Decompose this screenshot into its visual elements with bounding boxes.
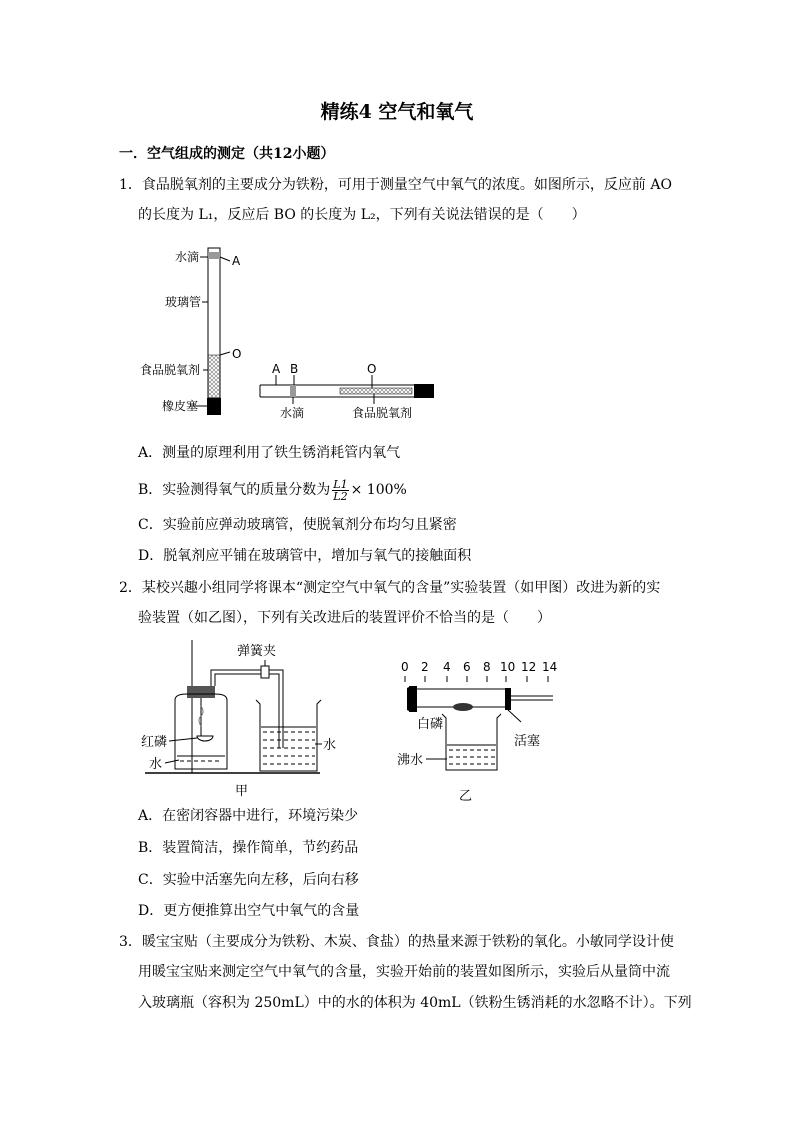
label-A-vertical: A — [232, 254, 241, 268]
label-water-beaker: 水 — [323, 738, 337, 753]
label-water-drop: 水滴 — [175, 250, 200, 264]
q1-figure — [140, 240, 460, 420]
label-deoxidizer-horizontal: 食品脱氧剂 — [352, 406, 413, 420]
scale-4: 4 — [443, 660, 451, 674]
piston — [505, 688, 511, 710]
q1-stem-line2: 的长度为 L₁，反应后 BO 的长度为 L₂，下列有关说法错误的是（ ） — [138, 207, 586, 223]
q1-stem-line1: 1．食品脱氧剂的主要成分为铁粉，可用于测量空气中氧气的浓度。如图所示，反应前 AO — [119, 177, 672, 193]
beaker-jia — [256, 700, 321, 771]
label-water-bottle: 水 — [149, 757, 163, 772]
label-glass-tube: 玻璃管 — [165, 295, 202, 309]
label-stopper: 橡皮塞 — [162, 399, 199, 413]
label-deoxidizer-vertical: 食品脱氧剂 — [140, 363, 201, 377]
q2-option-d: D．更方便推算出空气中氧气的含量 — [138, 903, 360, 919]
q2-figure-jia — [135, 638, 435, 806]
label-A-horizontal: A — [272, 362, 281, 376]
scale-0: 0 — [401, 660, 409, 674]
label-boiling-water: 沸水 — [397, 753, 424, 768]
q3-stem-line1: 3．暖宝宝贴（主要成分为铁粉、木炭、食盐）的热量来源于铁粉的氧化。小敏同学设计使 — [119, 934, 674, 950]
label-O-vertical: O — [232, 347, 242, 361]
label-piston: 活塞 — [514, 734, 541, 749]
section-heading: 一．空气组成的测定（共12小题） — [119, 146, 335, 162]
q2-option-b: B．装置简洁，操作简单，节约药品 — [138, 840, 359, 856]
label-red-phosphorus: 红磷 — [141, 735, 168, 750]
q2-option-c: C．实验中活塞先向左移，后向右移 — [138, 872, 359, 888]
scale-12: 12 — [521, 660, 537, 674]
q2-figure-yi — [395, 660, 565, 805]
q3-stem-line3: 入玻璃瓶（容积为 250mL）中的水的体积为 40mL（铁粉生锈消耗的水忽略不计）。下列 — [138, 995, 692, 1011]
q2-option-a: A．在密闭容器中进行，环境污染少 — [138, 808, 359, 824]
caption-yi: 乙 — [459, 789, 473, 804]
fraction-L1-over-L2 — [332, 479, 348, 502]
q3-stem-line2: 用暖宝宝贴来测定空气中氧气的含量，实验开始前的装置如图所示，实验后从量筒中流 — [138, 964, 670, 980]
label-white-phosphorus: 白磷 — [417, 717, 444, 732]
vertical-glass-tube — [207, 248, 221, 415]
fraction-numerator: L1 — [333, 477, 348, 491]
label-O-horizontal: O — [367, 362, 377, 376]
scale-2: 2 — [421, 660, 429, 674]
scale-14: 14 — [542, 660, 558, 674]
scale-6: 6 — [463, 660, 471, 674]
scale-10: 10 — [500, 660, 516, 674]
q1-option-a: A．测量的原理利用了铁生锈消耗管内氧气 — [138, 445, 401, 461]
q2-stem-line1: 2．某校兴趣小组同学将课本“测定空气中氧气的含量”实验装置（如甲图）改进为新的实 — [119, 580, 661, 596]
q1-option-c: C．实验前应弹动玻璃管，使脱氧剂分布均匀且紧密 — [138, 517, 457, 533]
label-water-drop-horizontal: 水滴 — [280, 406, 305, 420]
caption-jia: 甲 — [235, 784, 249, 799]
page-title: 精练4 空气和氧气 — [320, 101, 474, 123]
q2-stem-line2: 验装置（如乙图），下列有关改进后的装置评价不恰当的是（ ） — [138, 610, 551, 626]
q1-option-d: D．脱氧剂应平铺在玻璃管中，增加与氧气的接触面积 — [138, 548, 472, 564]
bottle — [175, 686, 227, 769]
q1-option-b-suffix: × 100% — [350, 482, 407, 498]
horizontal-glass-tube — [260, 384, 434, 398]
label-spring-clamp: 弹簧夹 — [237, 644, 277, 659]
scale-8: 8 — [483, 660, 491, 674]
label-B-horizontal: B — [290, 362, 299, 376]
q1-option-b — [138, 476, 407, 504]
q1-option-b-prefix: B．实验测得氧气的质量分数为 — [138, 482, 331, 498]
fraction-denominator: L2 — [333, 489, 348, 503]
beaker-yi — [442, 714, 501, 770]
